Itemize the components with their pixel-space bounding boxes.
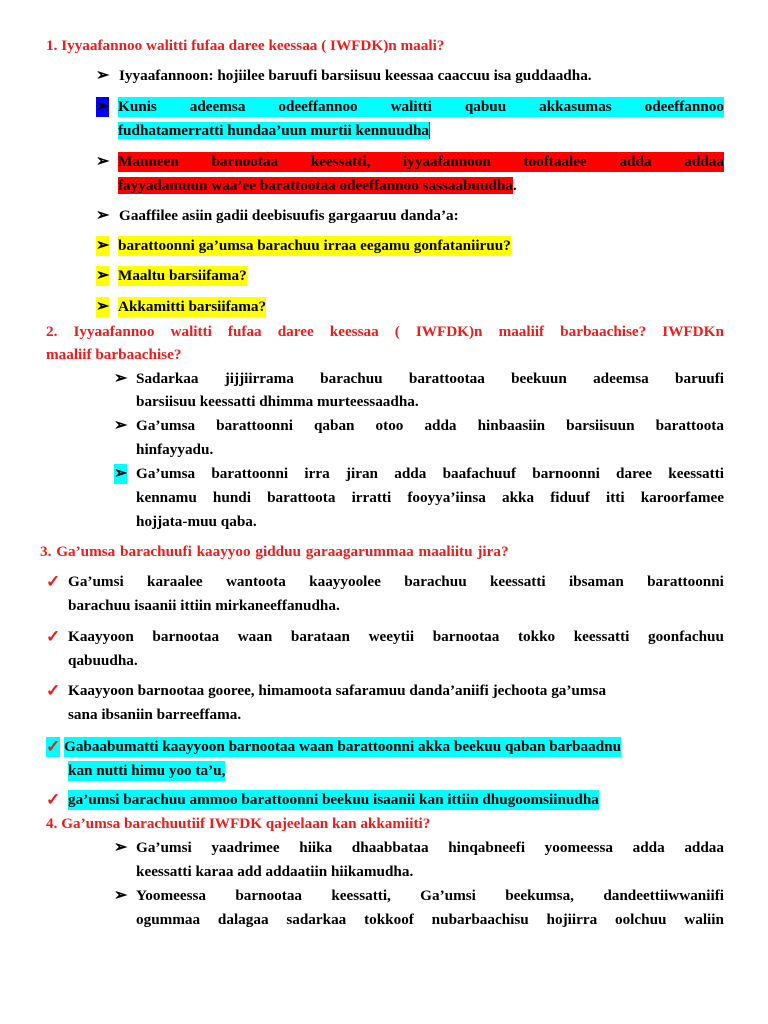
check-mark-icon: ✓	[46, 572, 61, 591]
q3-bullet-4-line-2: kan nutti himu yoo ta’u,	[68, 762, 226, 779]
arrow-bullet-icon: ➢	[114, 465, 128, 482]
check-mark-icon: ✓	[46, 681, 61, 700]
q3-bullet-2-line-2: qabuudha.	[68, 652, 138, 669]
q4-bullet-1-line-2: keessatti karaa add addaatiin hiikamudha.	[136, 863, 414, 880]
q1-bullet-4: Gaaffilee asiin gadii deebisuufis gargaaruu danda’a:	[119, 207, 459, 224]
arrow-bullet-icon: ➢	[96, 67, 110, 84]
q3-bullet-1-line-1: Ga’umsi karaalee wantoota kaayyoolee barachuu keessatti ibsaman barattoonni	[68, 573, 724, 590]
q4-bullet-2-line-2: ogummaa dalagaa sadarkaa tokkoof nubarbaachisu hojiirra oolchuu waliin	[136, 911, 724, 928]
q1-bullet-5: barattoonni ga’umsa barachuu irraa eegamu gonfataniiruu?	[118, 237, 511, 254]
arrow-bullet-icon: ➢	[114, 839, 128, 856]
q2-bullet-2-line-2: hinfayyadu.	[136, 441, 214, 458]
q4-bullet-1-line-1: Ga’umsi yaadrimee hiika dhaabbataa hinqabneefi yoomeessa adda addaa	[136, 839, 724, 856]
check-mark-icon: ✓	[46, 790, 61, 809]
question-2-heading-line-1: 2. Iyyaafannoo walitti fufaa daree keessaa ( IWFDK)n maaliif barbaachise? IWFDKn	[46, 323, 724, 340]
q1-bullet-7: Akkamitti barsiifama?	[118, 298, 267, 315]
arrow-bullet-icon: ➢	[96, 98, 110, 115]
q4-bullet-2-line-1: Yoomeessa barnootaa keessatti, Ga’umsi beekumsa, dandeettiiwwaniifi	[136, 887, 724, 904]
q2-bullet-3-line-2: kennamu hundi barattoota irratti fooyya’iinsa akka fiduuf itti karoorfamee	[136, 489, 724, 506]
q1-bullet-6: Maaltu barsiifama?	[118, 267, 247, 284]
q3-bullet-3-line-2: sana ibsaniin barreeffama.	[68, 706, 242, 723]
q1-bullet-2-line-2: fudhatamerratti hundaa’uun murtii kennuudha	[118, 122, 430, 139]
arrow-bullet-icon: ➢	[114, 887, 128, 904]
q3-bullet-1-line-2: barachuu isaanii ittiin mirkaneeffanudha.	[68, 597, 340, 614]
q2-bullet-2-line-1: Ga’umsa barattoonni qaban otoo adda hinbaasiin barsiisuun barattoota	[136, 417, 724, 434]
q1-bullet-1: Iyyaafannoon: hojiilee baruufi barsiisuu keessaa caaccuu isa guddaadha.	[119, 67, 592, 84]
check-mark-icon: ✓	[46, 627, 61, 646]
q1-bullet-3-line-2: fayyadamuun waa’ee barattootaa odeeffannoo sassaabuudha.	[118, 177, 517, 194]
question-4-heading: 4. Ga’umsa barachuutiif IWFDK qajeelaan kan akkamiiti?	[46, 815, 431, 832]
arrow-bullet-icon: ➢	[96, 237, 110, 254]
arrow-bullet-icon: ➢	[96, 153, 110, 170]
question-3-heading: 3. Ga’umsa barachuufi kaayyoo gidduu garaagarummaa maaliitu jira?	[40, 543, 509, 560]
q2-bullet-1-line-2: barsiisuu keessatti dhimma murteessaadha.	[136, 393, 419, 410]
arrow-bullet-icon: ➢	[96, 298, 110, 315]
q3-bullet-4-line-1: Gabaabumatti kaayyoon barnootaa waan barattoonni akka beekuu qaban barbaadnu	[64, 738, 622, 755]
arrow-bullet-icon: ➢	[96, 267, 110, 284]
q3-bullet-3-line-1: Kaayyoon barnootaa gooree, himamoota safaramuu danda’aniifi jechoota ga’umsa	[68, 682, 607, 699]
q2-bullet-3-line-1: Ga’umsa barattoonni irra jiran adda baafachuuf barnoonni daree keessatti	[136, 465, 724, 482]
q1-bullet-2-line-1: Kunis adeemsa odeeffannoo walitti qabuu akkasumas odeeffannoo	[118, 98, 724, 115]
q2-bullet-3-line-3: hojjata-muu qaba.	[136, 513, 257, 530]
q3-bullet-5: ga’umsi barachuu ammoo barattoonni beekuu isaanii kan ittiin dhugoomsiinudha	[68, 791, 599, 808]
q3-bullet-2-line-1: Kaayyoon barnootaa waan barataan weeytii barnootaa tokko keessatti goonfachuu	[68, 628, 724, 645]
arrow-bullet-icon: ➢	[114, 417, 128, 434]
q2-bullet-1-line-1: Sadarkaa jijjiirrama barachuu barattootaa beekuun adeemsa baruufi	[136, 370, 724, 387]
q1-bullet-3-line-1: Manneen barnootaa keessatti, iyyaafannoon tooftaalee adda addaa	[118, 153, 724, 170]
question-2-heading-line-2: maaliif barbaachise?	[46, 346, 182, 363]
arrow-bullet-icon: ➢	[114, 370, 128, 387]
question-1-heading: 1. Iyyaafannoo walitti fufaa daree keessaa ( IWFDK)n maali?	[46, 37, 445, 54]
check-mark-icon: ✓	[46, 737, 61, 756]
arrow-bullet-icon: ➢	[96, 207, 110, 224]
